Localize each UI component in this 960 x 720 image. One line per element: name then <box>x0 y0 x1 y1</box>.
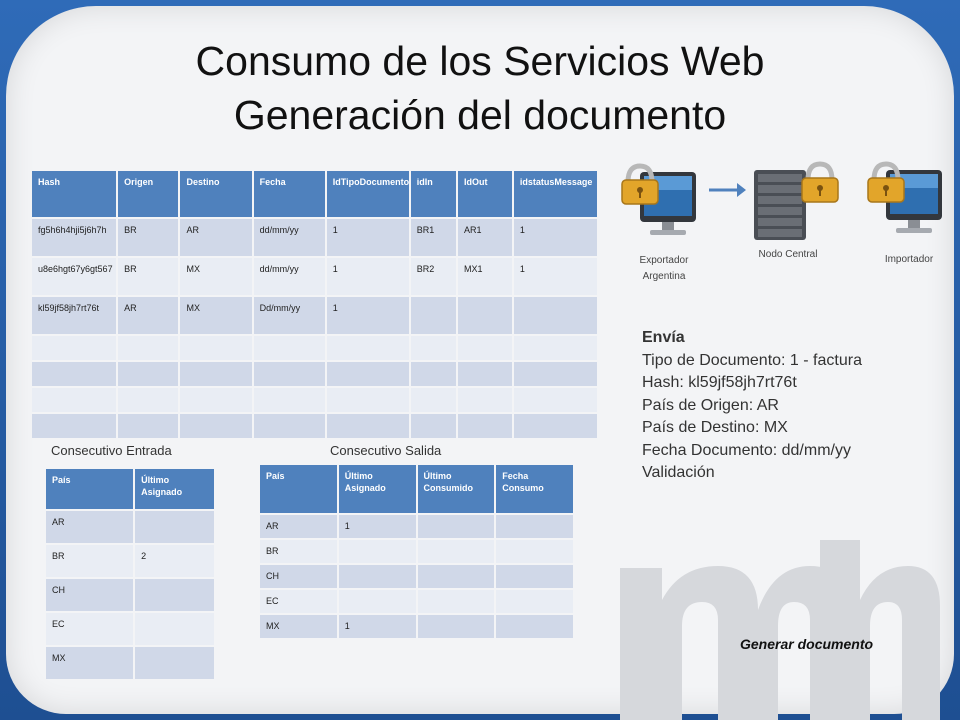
table-cell: dd/mm/yy <box>254 258 325 295</box>
table-cell <box>411 297 456 334</box>
table-row <box>260 565 573 588</box>
table-cell: AR <box>118 297 178 334</box>
table-cell: EC <box>46 613 133 645</box>
table-cell: BR1 <box>411 219 456 256</box>
table-cell <box>339 565 416 588</box>
table-row <box>46 613 214 645</box>
envia-header: Envía <box>642 329 685 346</box>
column-header: Último Asignado <box>339 465 416 513</box>
table-cell: BR <box>46 545 133 577</box>
table-cell: 1 <box>514 219 597 256</box>
arrow-right-icon <box>707 180 747 200</box>
column-header: Último Asignado <box>135 469 214 509</box>
exportador-label: Exportador Argentina <box>639 255 689 282</box>
table-row <box>260 590 573 613</box>
table-cell <box>135 579 214 611</box>
column-header: Origen <box>118 171 178 217</box>
table-cell <box>496 515 573 538</box>
nodo-central-server-icon <box>750 160 840 242</box>
table-cell <box>496 540 573 563</box>
table-row-empty <box>32 336 597 360</box>
table-cell <box>496 615 573 638</box>
column-header: Último Consumido <box>418 465 495 513</box>
consecutivo-salida-caption: Consecutivo Salida <box>330 443 442 458</box>
column-header: Destino <box>180 171 251 217</box>
table-cell: 2 <box>135 545 214 577</box>
envia-line: País de Origen: AR <box>642 396 779 414</box>
table-cell: dd/mm/yy <box>254 219 325 256</box>
table-row-empty <box>32 388 597 412</box>
table-cell <box>135 511 214 543</box>
envia-line: Validación <box>642 464 715 481</box>
table-cell: MX <box>46 647 133 679</box>
column-header: País <box>260 465 337 513</box>
table-cell: 1 <box>327 297 409 334</box>
table-row <box>32 258 597 295</box>
table-cell: fg5h6h4hji5j6h7h <box>32 219 116 256</box>
envia-info <box>642 327 862 485</box>
table-cell: BR <box>118 219 178 256</box>
title-line-2: Generación del documento <box>233 92 727 138</box>
consecutivo-entrada-table <box>44 467 216 681</box>
table-cell: u8e6hgt67y6gt567 <box>32 258 116 295</box>
exportador-computer-icon <box>620 160 700 242</box>
table-row <box>260 515 573 538</box>
importador-computer-icon <box>862 158 948 240</box>
table-header-row <box>46 469 214 509</box>
table-cell <box>339 540 416 563</box>
table-cell: 1 <box>339 515 416 538</box>
nodo-central-label: Nodo Central <box>758 249 818 260</box>
envia-line: País de Destino: MX <box>642 419 788 436</box>
table-cell: MX <box>180 258 251 295</box>
table-cell: AR <box>46 511 133 543</box>
column-header: IdTipoDocumento <box>327 171 409 217</box>
title-line-1: Consumo de los Servicios Web <box>195 38 765 84</box>
table-row <box>32 219 597 256</box>
table-row <box>260 540 573 563</box>
table-cell: MX <box>180 297 251 334</box>
table-cell: CH <box>46 579 133 611</box>
table-cell: AR <box>260 515 337 538</box>
table-cell: 1 <box>327 258 409 295</box>
column-header: Hash <box>32 171 116 217</box>
column-header: IdOut <box>458 171 512 217</box>
table-header-row <box>260 465 573 513</box>
column-header: idstatusMessage <box>514 171 597 217</box>
table-cell: 1 <box>514 258 597 295</box>
table-cell <box>496 590 573 613</box>
table-cell <box>339 590 416 613</box>
mh-logo-watermark <box>620 540 940 720</box>
column-header: País <box>46 469 133 509</box>
table-cell: AR1 <box>458 219 512 256</box>
table-cell: BR <box>118 258 178 295</box>
envia-line: Fecha Documento: dd/mm/yy <box>642 441 851 459</box>
table-cell: AR <box>180 219 251 256</box>
table-row <box>46 647 214 679</box>
table-cell: CH <box>260 565 337 588</box>
table-cell: 1 <box>327 219 409 256</box>
column-header: Fecha <box>254 171 325 217</box>
table-cell <box>496 565 573 588</box>
table-row-empty <box>32 362 597 386</box>
table-row <box>46 511 214 543</box>
table-cell: BR2 <box>411 258 456 295</box>
table-row <box>32 297 597 334</box>
column-header: Fecha Consumo <box>496 465 573 513</box>
table-cell <box>418 565 495 588</box>
table-cell <box>418 615 495 638</box>
table-cell: 1 <box>339 615 416 638</box>
documents-table <box>30 169 599 440</box>
table-cell <box>418 590 495 613</box>
consecutivo-salida-table <box>258 463 575 640</box>
table-cell: BR <box>260 540 337 563</box>
generar-documento-link[interactable]: Generar documento <box>740 636 874 652</box>
table-cell: kl59jf58jh7rt76t <box>32 297 116 334</box>
slide-title <box>0 34 960 142</box>
table-row <box>46 545 214 577</box>
table-row <box>46 579 214 611</box>
consecutivo-entrada-caption: Consecutivo Entrada <box>51 443 172 458</box>
table-cell: MX <box>260 615 337 638</box>
table-cell: MX1 <box>458 258 512 295</box>
table-row-empty <box>32 414 597 438</box>
column-header: idIn <box>411 171 456 217</box>
table-header-row <box>32 171 597 217</box>
table-cell <box>135 613 214 645</box>
envia-line: Hash: kl59jf58jh7rt76t <box>642 374 797 391</box>
table-cell: EC <box>260 590 337 613</box>
table-cell <box>514 297 597 334</box>
table-cell <box>418 515 495 538</box>
table-row <box>260 615 573 638</box>
importador-label: Importador <box>884 254 934 265</box>
table-cell <box>418 540 495 563</box>
table-cell <box>135 647 214 679</box>
table-cell: Dd/mm/yy <box>254 297 325 334</box>
table-cell <box>458 297 512 334</box>
envia-line: Tipo de Documento: 1 - factura <box>642 351 862 369</box>
